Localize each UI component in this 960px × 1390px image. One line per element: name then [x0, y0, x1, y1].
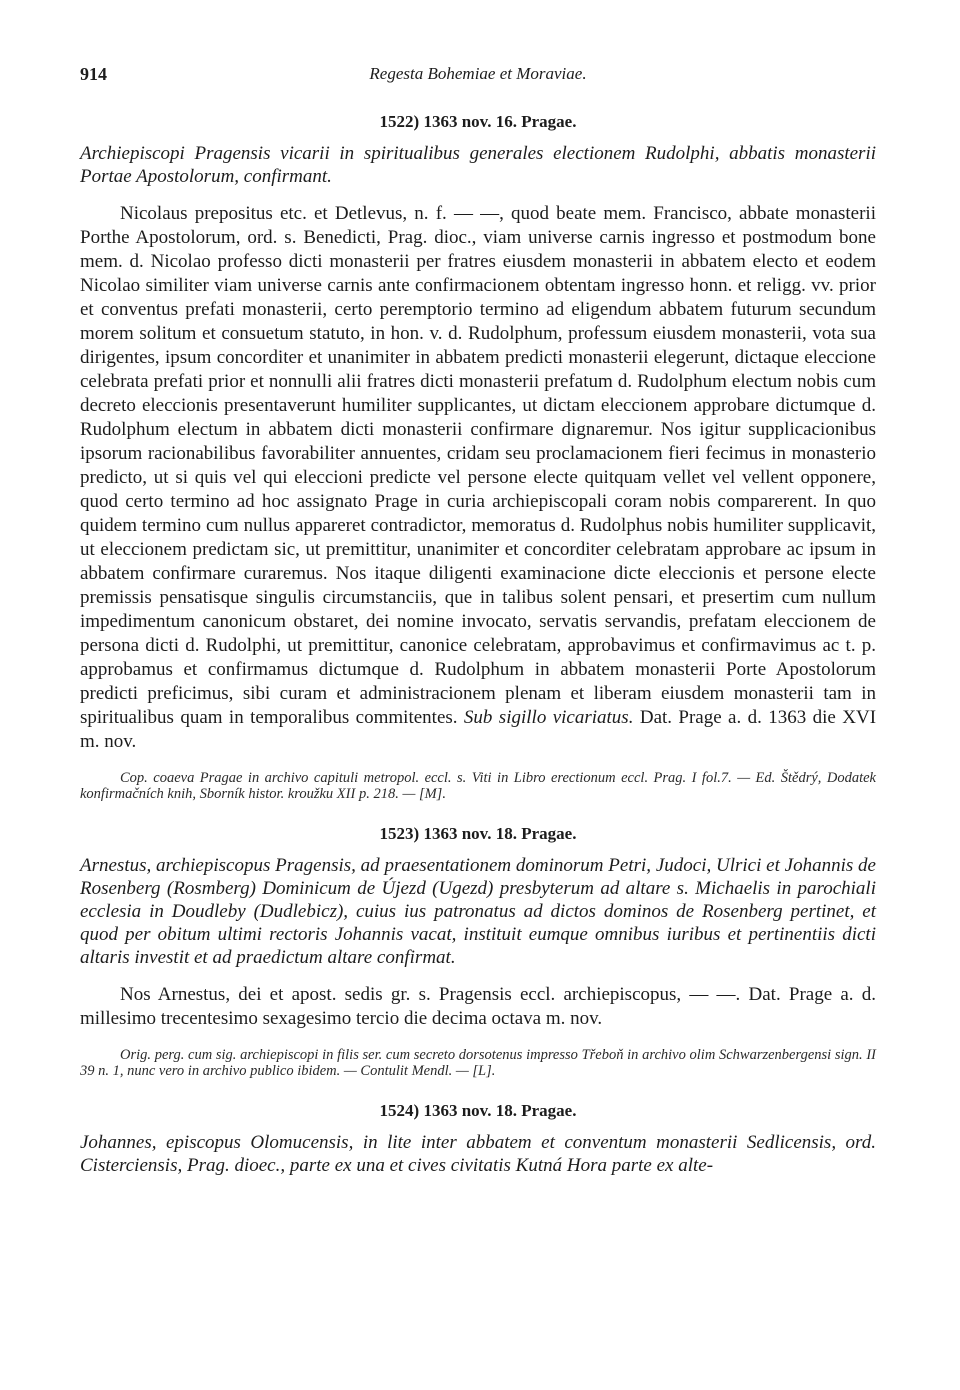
- entry-text-seal: Sub sigillo vicariatus.: [463, 707, 634, 728]
- entry-regest: Johannes, episcopus Olomucensis, in lite inter abbatem et conventum monasterii Sedlicensis, ord. Cisterciensis, Prag. dioec., parte ex una et cives civitatis Kutná Hora parte ex alte-: [80, 1132, 876, 1176]
- page-header: [80, 60, 876, 90]
- entry-source-note: Cop. coaeva Pragae in archivo capituli metropol. eccl. s. Viti in Libro erectionum eccl. Prag. I fol.7. — Ed. Štědrý, Dodatek konfirmačních knih, Sborník histor. kroužku XII p. 218. — [M].: [80, 770, 876, 802]
- entry-1524: [80, 1101, 876, 1177]
- entry-1523: [80, 824, 876, 1079]
- entry-heading: 1524) 1363 nov. 18. Pragae.: [379, 1101, 577, 1120]
- running-title: Regesta Bohemiae et Moraviae.: [369, 64, 587, 83]
- entry-text: Nos Arnestus, dei et apost. sedis gr. s. Pragensis eccl. archiepiscopus, — —. Dat. Prage a. d. millesimo trecentesimo sexagesimo tercio die decima octava m. nov.: [80, 984, 876, 1029]
- entry-text-dating: Dat. Prage a. d. 1363 die XVI m. nov.: [80, 707, 877, 752]
- entry-regest: Arnestus, archiepiscopus Pragensis, ad praesentationem dominorum Petri, Judoci, Ulrici et Johannis de Rosenberg (Rosmberg) Dominicum de Újezd (Ugezd) presbyterum ad altare s. Michaelis in parochiali ecclesia in Doudleby (Dudlebicz), cuius ius patronatus ad dictos dominos de Rosenberg pertinet, et quod per obitum ultimi rectoris Johannis vacat, instituit eumque omnibus iuribus et pertinentiis dicti altaris investit et ad praedictum altare confirmat.: [80, 855, 876, 968]
- entry-1522: [80, 112, 876, 802]
- page-number: 914: [80, 64, 107, 84]
- entry-heading: 1523) 1363 nov. 18. Pragae.: [379, 824, 577, 843]
- document-page: [80, 60, 876, 1177]
- entry-text: [80, 202, 876, 754]
- entry-heading: 1522) 1363 nov. 16. Pragae.: [379, 112, 577, 131]
- entry-source-note: Orig. perg. cum sig. archiepiscopi in filis ser. cum secreto dorsotenus impresso Třeboň in archivo olim Schwarzenbergensi sign. II 39 n. 1, nunc vero in archivo publico ibidem. — Contulit Mendl. — [L].: [80, 1047, 876, 1079]
- entry-regest: Archiepiscopi Pragensis vicarii in spiritualibus generales electionem Rudolphi, abbatis monasterii Portae Apostolorum, confirmant.: [80, 143, 876, 187]
- entry-text-main: Nicolaus prepositus etc. et Detlevus, n. f. — —, quod beate mem. Francisco, abbate monasterii Porthe Apostolorum, ord. s. Benedicti, Prag. dioc., viam universe carnis ingresso et postmodum bone mem. d. Nicolao professo dicti monasterii per fratres eiusdem monasterii in abbatem electo et eodem Nicolao similiter viam universe carnis ante confirmacionem obtentam ingresso honn. et religg. vv. prior et conventus prefati monasterii, certo peremptorio termino ad eligendum abbatem futurum secundum morem solitum et consuetum statuto, in hon. v. d. Rudolphum, professum eiusdem monasterii, vota sua dirigentes, ipsum concorditer et unanimiter in abbatem predicti monasterii elegerunt, dictaque eleccione celebrata prefati prior et nonnulli alii fratres dicti monasterii prefatum d. Rudolphum electum nobis cum decreto eleccionis presentaverunt humiliter supplicantes, ut dictam eleccionem approbare dictumque d. Rudolphum electum in abbatem dicti monasterii confirmare dignaremur. Nos igitur supplicacionibus ipsorum racionabilibus favorabiliter annuentes, cridam seu proclamacionem fieri fecimus in monasterio predicto, ut si quis vel qui eleccioni predicte vel persone electe quitquam vellet vel vellent opponere, quod certo termino ad hoc assignato Prage in curia archiepiscopali coram nobis comparerent. In quo quidem termino cum nullus appareret contradictor, memoratus d. Rudolphus nobis humiliter supplicavit, ut eleccionem predictam sic, ut premittitur, unanimiter et concorditer celebratam approbare ac ipsum in abbatem confirmare curaremus. Nos itaque diligenti examinacione dicte eleccionis et persone electe premissis pensatisque singulis circumstanciis, que in talibus solent pensari, et presertim cum nullum impedimentum canonicum obstaret, dei nomine invocato, servatis servandis, prefatam eleccionem de persona dicti d. Rudolphi, ut premittitur, canonice celebratam, approbavimus et confirmavimus ac t. p. approbamus et confirmamus dictumque d. Rudolphum in abbatem monasterii Porte Apostolorum predicti preficimus, sibi curam et administracionem plenam et liberam eiusdem monasterii tam in spiritualibus quam in temporalibus commitentes.: [80, 203, 876, 728]
